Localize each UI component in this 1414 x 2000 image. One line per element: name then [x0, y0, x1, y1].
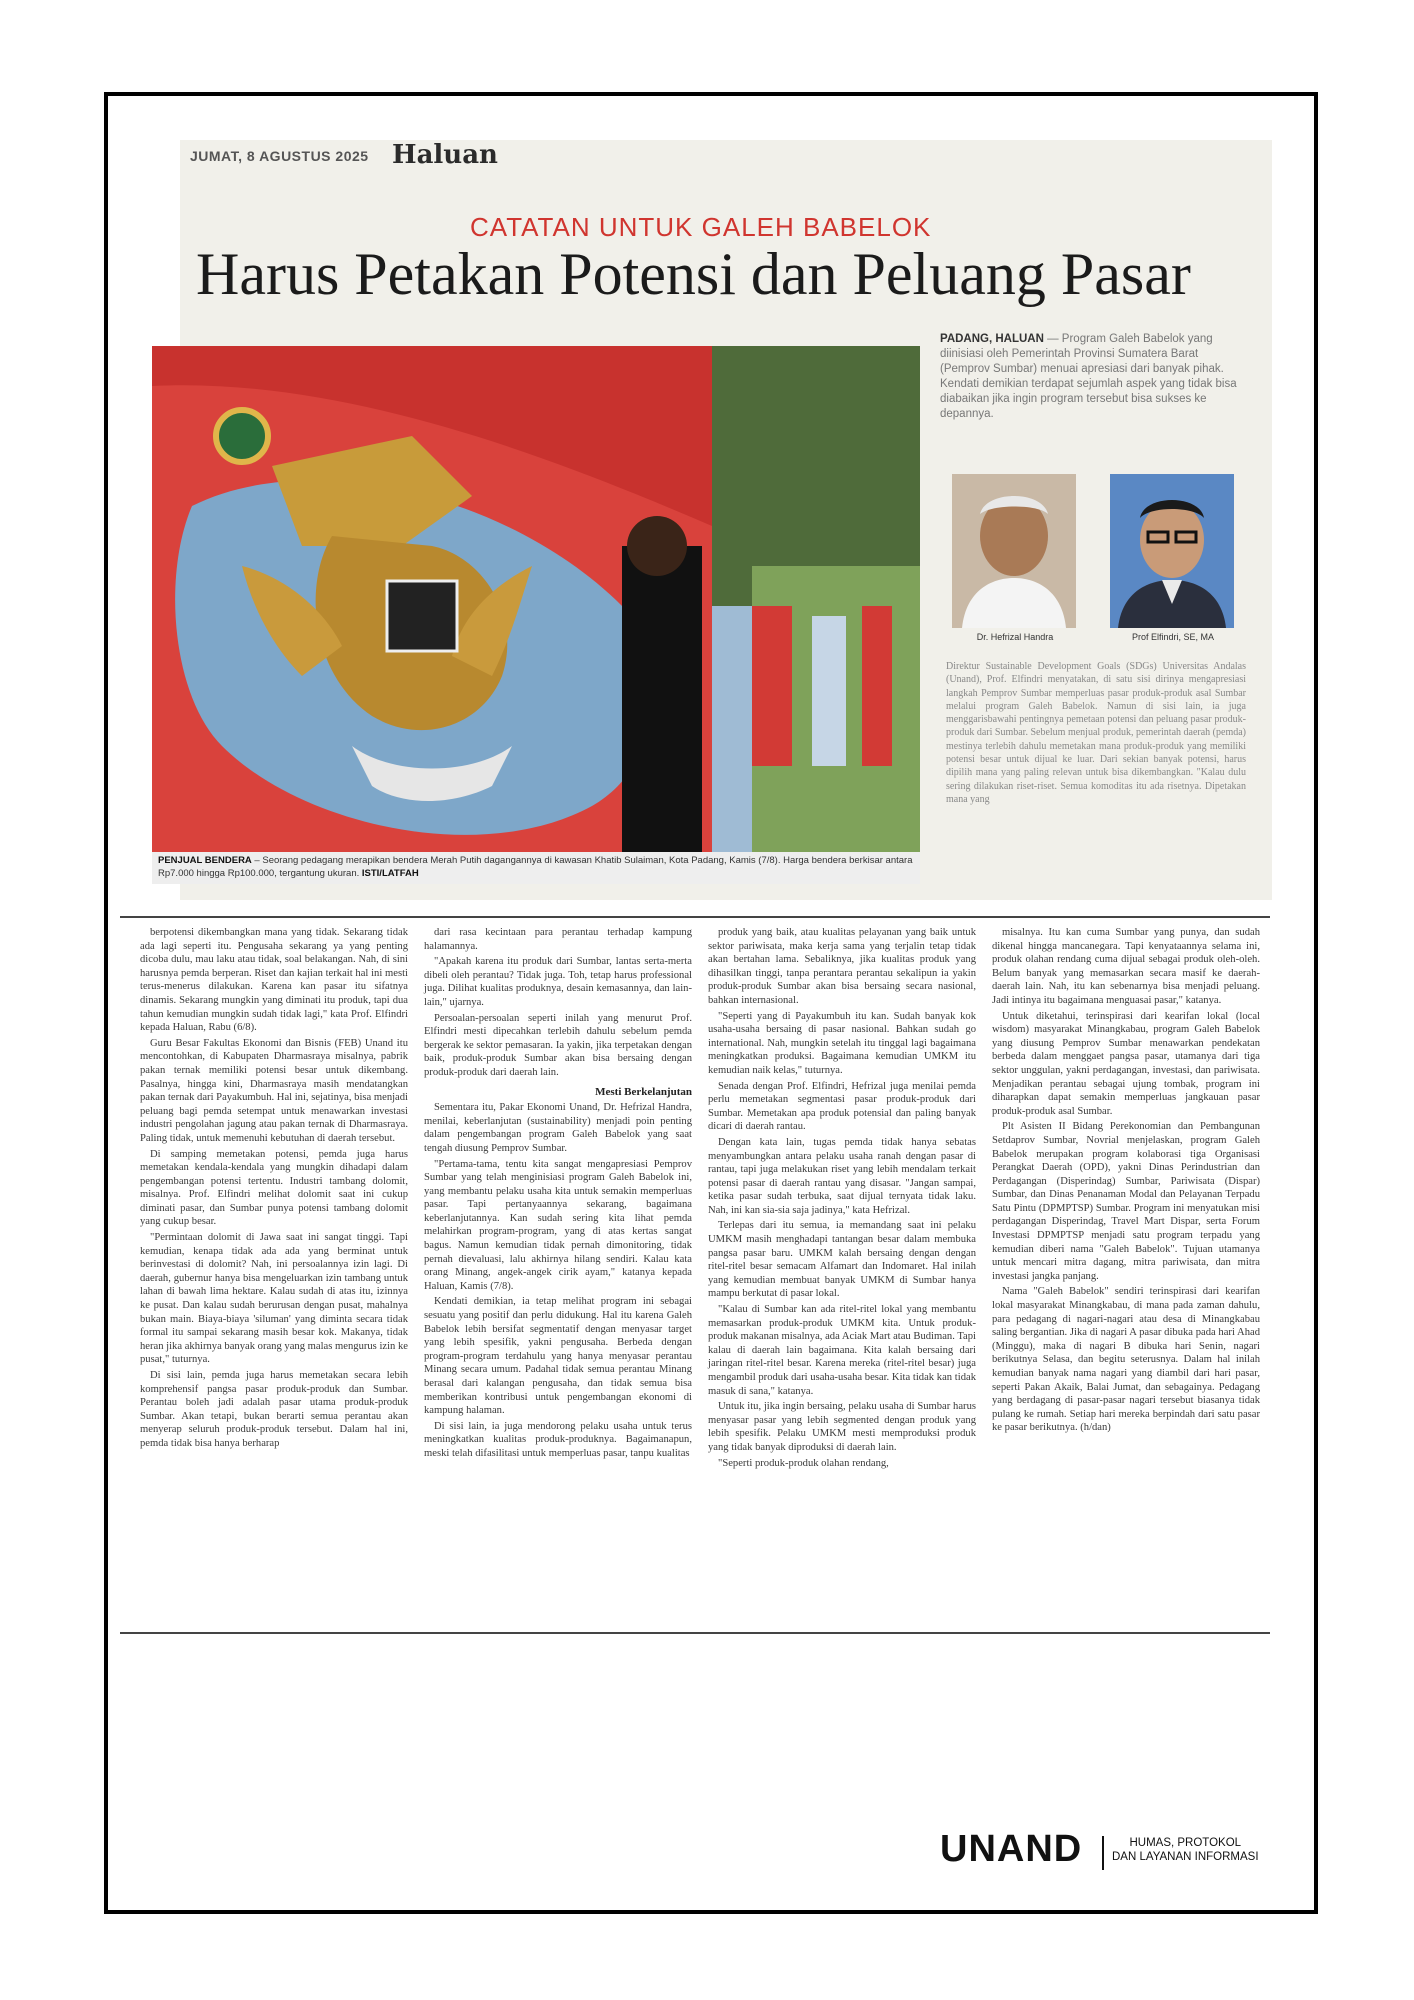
- paragraph: Plt Asisten II Bidang Perekonomian dan Pembangunan Setdaprov Sumbar, Novrial menjelaskan, program Galeh Babelok merupakan program kolaborasi tiga Organisasi Perangkat Daerah (OPD), yakni Dinas Perindustrian dan Perdagangan (Disperindag) Sumbar, Pariwisata (Dispar) Sumbar, dan Dinas Penanaman Modal dan Pelayanan Terpadu Satu Pintu (DPMPTSP) Sumbar. Program ini menyatukan misi perdagangan Disperindag, Travel Mart Dispar, serta Forum Investasi DPMPTSP menjadi satu program terpadu yang kemudian diberi nama "Galeh Babelok". Tujuan utamanya untuk mencari mitra dagang, mitra pariwisata, dan mitra investasi jangka panjang.: [992, 1121, 1260, 1282]
- flag-illustration: [152, 346, 920, 880]
- body-column-1: [140, 926, 408, 1453]
- paragraph: berpotensi dikembangkan mana yang tidak. Sekarang tidak ada lagi seperti itu. Pengusaha sekarang ya yang penting dicoba dulu, mau laku atau tidak, soal belakangan. Nah, di sini harusnya pemda berperan. Riset dan kajian terkait hal ini mesti terus-menerus dilakukan. Karena kan pasar itu sifatnya dinamis. Sekarang mungkin yang diminati itu produk, tapi dua tahun kemudian mungkin sudah tidak lagi," kata Prof. Elfindri kepada Haluan, Rabu (6/8).: [140, 927, 408, 1034]
- portrait-elfindri-image: [1110, 474, 1234, 628]
- top-divider: [120, 916, 1270, 918]
- paragraph: Di sisi lain, ia juga mendorong pelaku usaha untuk terus meningkatkan kualitas produk-produknya. Bagaimanapun, meski telah difasilitasi untuk memperluas pasar, tanpu kualitas: [424, 1420, 692, 1459]
- portrait-elfindri-caption: Prof Elfindri, SE, MA: [1131, 632, 1215, 642]
- newspaper-masthead: Haluan: [392, 140, 498, 170]
- portrait-elfindri: [1110, 474, 1234, 628]
- portrait-hefrizal-caption: Dr. Hefrizal Handra: [976, 632, 1054, 642]
- paragraph: Persoalan-persoalan seperti inilah yang menurut Prof. Elfindri mesti dipecahkan terlebih dahulu sebelum pemda bergerak ke sektor pemasaran. Ia yakin, jika terpetakan dengan baik, produk-produk Sumbar akan bisa bersaing dengan produk-produk dari daerah lain.: [424, 1012, 692, 1078]
- paragraph: Dengan kata lain, tugas pemda tidak hanya sebatas menyambungkan antara pelaku usaha ranah dengan pasar di rantau, tapi juga melakukan riset yang lebih mendalam terkait potensi pasar di daerah rantau yang disasar. "Jangan sampai, ketika pasar sudah terbuka, saat dijual ternyata tidak laku. Nah, ini kan sia-sia saja jadinya," kata Hefrizal.: [708, 1136, 976, 1216]
- paragraph: misalnya. Itu kan cuma Sumbar yang punya, dan sudah dikenal hingga mancanegara. Tapi kenyataannya selama ini, produk olahan rendang cuma dijual sebagai produk oleh-oleh. Belum banyak yang memasarkan secara masif ke daerah-daerah lain. Nah, itu kan sebenarnya bisa menjadi peluang. Jadi intinya itu bagaimana menguasai pasar," katanya.: [992, 927, 1260, 1006]
- paragraph: Untuk itu, jika ingin bersaing, pelaku usaha di Sumbar harus menyasar pasar yang lebih segmented dengan produk yang lebih spesifik. Pelaku UMKM mesti memproduksi produk yang tidak banyak diproduksi di daerah lain.: [708, 1401, 976, 1453]
- caption-text: – Seorang pedagang merapikan bendera Merah Putih dagangannya di kawasan Khatib Sulaiman, Kota Padang, Kamis (7/8). Harga bendera berkisar antara Rp7.000 hingga Rp100.000, tergantung ukuran.: [158, 855, 913, 879]
- paragraph: Nama "Galeh Babelok" sendiri terinspirasi dari kearifan lokal masyarakat Minangkabau, di mana pada zaman dahulu, para pedagang di nagari-nagari atau desa di Minangkabau saling bergantian. Jika di nagari A pasar dibuka pada hari Ahad (Minggu), maka di nagari B dibuka hari Senin, nagari berikutnya Selasa, dan begitu seterusnya. Dalam hal inilah kemudian banyak nama nagari yang diambil dari hari pasar, seperti Pakan Akaik, Balai Jumat, dan sebagainya. Pedagang yang berdagang di pasar-pasar nagari tersebut biasanya tidak pulang ke rumah. Setiap hari mereka berpindah dari satu pasar ke pasar berikutnya. (h/dan): [992, 1286, 1260, 1434]
- humas-label: [1112, 1836, 1259, 1864]
- paragraph: "Apakah karena itu produk dari Sumbar, lantas serta-merta dibeli oleh perantau? Tidak juga. Toh, tetap harus professional juga. Dilihat kualitas produknya, desain kemasannya, dan lain-lain," ujarnya.: [424, 956, 692, 1008]
- paragraph: Guru Besar Fakultas Ekonomi dan Bisnis (FEB) Unand itu mencontohkan, di Kabupaten Dharmasraya misalnya, pabrik pakan ternak memiliki potensi besar untuk dikembang. Pasalnya, hingga kini, Dharmasraya masih mendatangkan pakan ternak dari Payakumbuh. Hal ini, sejatinya, bisa menjadi peluang bagi pemda setempat untuk menawarkan investasi industri pengolahan jagung atau pakan ternak di Dharmasraya. Paling tidak, untuk memenuhi kebutuhan di daerah tersebut.: [140, 1037, 409, 1144]
- right-column-text: Direktur Sustainable Development Goals (SDGs) Universitas Andalas (Unand), Prof. Elfindri menyatakan, di satu sisi dirinya mengapresiasi langkah Pemprov Sumbar memperluas pasar produk-produk asal Sumbar melalui program Galeh Babelok. Namun di sisi lain, ia juga menggarisbawahi pentingnya pemetaan potensi dan peluang pasar produk-produk dari Sumbar. Sebelum menjual produk, pemerintah daerah (pemda) mestinya terlebih dahulu memetakan mana produk-produk yang memiliki potensi besar untuk dijual ke luar. Dari sekian banyak potensi, harus dipilih mana yang paling relevan untuk bisa dikembangkan. "Kalau dulu sering dilakukan riset-riset. Semua komoditas itu ada risetnya. Dipetakan mana yang: [946, 661, 1246, 805]
- paragraph: Di samping memetakan potensi, pemda juga harus memetakan kendala-kendala yang mungkin dihadapi dalam pengembangan potensi tertentu. Industri tambang dolomit, misalnya. Prof. Elfindri melihat dolomit saat ini cukup diminati pasar, dan Sumbar punya potensi tambang dolomit yang cukup besar.: [140, 1148, 408, 1228]
- logo-divider: [1102, 1836, 1104, 1870]
- article-kicker: CATATAN UNTUK GALEH BABELOK: [470, 212, 932, 242]
- paragraph: Kendati demikian, ia tetap melihat program ini sebagai sesuatu yang positif dan perlu didukung. Hal itu karena Galeh Babelok lebih bersifat segmentatif dengan menyasar target yang lebih spesifik, yakni pengusaha. Berbeda dengan program-program terdahulu yang hanya menyasar perantau Minang secara umum. Padahal tidak semua perantau Minang berasal dari kalangan pengusaha, dan tidak semua bisa memberikan kontribusi untuk pengembangan ekonomi di kampung halaman.: [424, 1296, 692, 1417]
- paragraph: "Seperti produk-produk olahan rendang,: [718, 1457, 889, 1469]
- article-headline: Harus Petakan Potensi dan Peluang Pasar: [196, 241, 1191, 307]
- bottom-divider: [120, 1632, 1270, 1634]
- photo-credit: ISTI/LATFAH: [361, 868, 419, 879]
- humas-line-1: HUMAS, PROTOKOL: [1129, 1837, 1242, 1849]
- unand-logo: UNAND: [940, 1828, 1083, 1870]
- lead-dateline: PADANG, HALUAN: [940, 333, 1044, 345]
- paragraph: produk yang baik, atau kualitas pelayanan yang baik untuk sektor pariwisata, maka kerja sama yang terjalin tetap tidak akan bertahan lama. Sebaliknya, jika kualitas produk yang dihasilkan tinggi, tanpa perantara perantau sekalipun ia yakin produk-produk Sumbar akan bisa bersaing secara nasional, bahkan internasional.: [708, 927, 976, 1006]
- paragraph: Terlepas dari itu semua, ia memandang saat ini pelaku UMKM masih menghadapi tantangan besar dalam membuka pangsa pasar baru. UMKM kalah bersaing dengan dengan ritel-ritel besar semacam Alfamart dan Indomaret. Hal inilah yang kemudian membuat banyak UMKM di Sumbar hanya mampu berkutat di pasar lokal.: [708, 1220, 976, 1300]
- portrait-hefrizal-image: [952, 474, 1076, 628]
- portrait-hefrizal: [952, 474, 1076, 628]
- paragraph: Di sisi lain, pemda juga harus memetakan secara lebih komprehensif pangsa pasar produk-produk dan Sumbar. Perantau boleh jadi adalah pasar utama produk-produk Sumbar. Akan tetapi, bukan berarti semua perantau akan menyerap seluruh produk-produk tersebut. Dalam hal ini, pemda tidak bisa hanya berharap: [140, 1370, 408, 1449]
- paragraph: dari rasa kecintaan para perantau terhadap kampung halamannya.: [424, 927, 692, 952]
- humas-line-2: DAN LAYANAN INFORMASI: [1112, 1851, 1259, 1863]
- body-column-4: [992, 926, 1260, 1437]
- subheading: Mesti Berkelanjutan: [595, 1085, 692, 1098]
- article-body: [140, 926, 1268, 1626]
- issue-date: JUMAT, 8 AGUSTUS 2025: [190, 148, 369, 164]
- photo-caption: [152, 852, 920, 884]
- paragraph: "Pertama-tama, tentu kita sangat mengapresiasi Pemprov Sumbar yang telah menginisiasi program Galeh Babelok ini, yang membantu pelaku usaha kita untuk semakin memperluas pasar. Tapi pertanyaannya sekarang, bagaimana keberlanjutannya. Kan sudah sering kita lihat pemda melahirkan program-program, yang di atas kertas sangat bagus. Namun kemudian tidak pernah dimonitoring, tidak pernah dievaluasi, lalu akhirnya hilang sendiri. Kalau kata orang Minang, angek-angek cirik ayam," katanya kepada Haluan, Kamis (7/8).: [424, 1158, 692, 1292]
- caption-label: PENJUAL BENDERA: [158, 855, 252, 866]
- paragraph: "Seperti yang di Payakumbuh itu kan. Sudah banyak kok usaha-usaha bersaing di pasar nasional. Bahkan sudah go international. Nah, mungkin setelah itu tinggal lagi bagaimana meningkatkan produksi. Bagaimana kemudian UMKM itu kemudian naik kelas," tuturnya.: [708, 1010, 976, 1076]
- paragraph: Sementara itu, Pakar Ekonomi Unand, Dr. Hefrizal Handra, menilai, keberlanjutan (sustainability) menjadi poin penting dalam pengembangan program Galeh Babelok yang saat tengah diusung Pemprov Sumbar.: [424, 1102, 692, 1154]
- body-column-3: [708, 926, 976, 1472]
- lead-text: — Program Galeh Babelok yang diinisiasi oleh Pemerintah Provinsi Sumatera Barat (Pemprov Sumbar) menuai apresiasi dari banyak pihak. Kendati demikian terdapat sejumlah aspek yang tidak bisa diabaikan jika ingin program tersebut bisa sukses ke depannya.: [940, 333, 1237, 420]
- article-lead: [940, 332, 1250, 422]
- paragraph: Untuk diketahui, terinspirasi dari kearifan lokal (local wisdom) masyarakat Minangkabau, program Galeh Babelok yang diusung Pemprov Sumbar menawarkan pendekatan berbeda dalam menggaet pangsa pasar, utamanya dari tiga sektor unggulan, yakni perdagangan, investasi, dan pariwisata. Menjadikan perantau sebagai ujung tombak, program ini diharapkan dapat semakin memperluas jangkauan pasar produk-produk asal Sumbar.: [992, 1010, 1260, 1117]
- paragraph: Senada dengan Prof. Elfindri, Hefrizal juga menilai pemda perlu memetakan segmentasi pasar produk-produk dari Sumbar. Memetakan apa produk potensial dan paling banyak dicari di daerah rantau.: [708, 1080, 976, 1133]
- flag-seller-photo: [152, 346, 920, 880]
- paragraph: "Kalau di Sumbar kan ada ritel-ritel lokal yang membantu memasarkan produk-produk UMKM kita. Untuk produk-produk makanan misalnya, ada Aciak Mart atau Budiman. Tapi kalau di daerah lain bagaimana. Kita kalah bersaing dari jaringan ritel-ritel besar. Karena mereka (ritel-ritel besar) juga mengambil produk dari usaha-usaha besar. Kita tidak kan tidak masuk di sana," katanya.: [708, 1304, 976, 1397]
- body-column-2: [424, 926, 692, 1463]
- paragraph: "Permintaan dolomit di Jawa saat ini sangat tinggi. Tapi kemudian, kenapa tidak ada ada yang berminat untuk berinvestasi di dolomit? Nah, ini persoalannya izin lagi. Di daerah, gubernur hanya bisa mengeluarkan izin tambang untuk lahan di bawah lima hektare. Kalau sudah di atas itu, izinnya ke pusat. Dan kalau sudah berurusan dengan pusat, mahalnya bukan main. Biaya-biaya 'siluman' yang diminta secara tidak formal itu sampai sekarang masih besar kok. Makanya, tidak heran jika akhirnya banyak orang yang malas mengurus izin ke pusat," tuturnya.: [140, 1232, 408, 1366]
